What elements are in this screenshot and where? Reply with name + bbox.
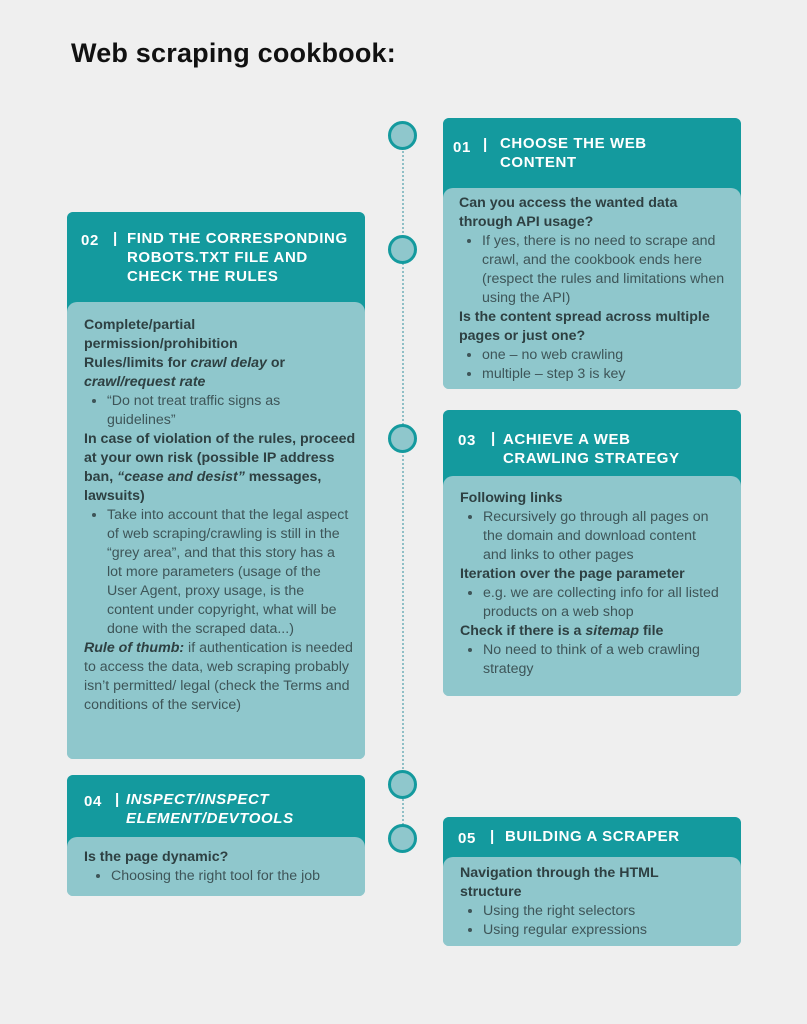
step-03-sitemap: Check if there is a sitemap file [460,623,664,639]
step-03-iteration: Iteration over the page parameter [460,566,685,582]
step-02-rules-limits: Rules/limits for crawl delay or crawl/request rate [84,355,286,390]
step-02-permission: Complete/partial permission/prohibition [84,317,238,352]
step-03-following-links: Following links [460,490,563,506]
step-02-violation: In case of violation of the rules, proceed at your own risk (possible IP address ban, “cease and desist” messages, lawsuits) [84,431,356,504]
step-01-separator: | [483,136,488,153]
step-02-body [67,302,365,759]
step-03-number: 03 [458,432,476,449]
step-05-navigation: Navigation through the HTML structure [460,865,659,900]
step-01-title: CHOOSE THE WEB CONTENT [500,135,647,171]
step-01-question-api: Can you access the wanted data through API usage? [459,195,678,230]
step-04-dynamic-question: Is the page dynamic? [84,849,229,865]
step-01-one-bullet: • one – no web crawling [482,346,739,365]
step-02-separator: | [113,230,118,247]
step-02-header [67,212,365,312]
step-01-question-pages: Is the content spread across multiple pages or just one? [459,309,710,344]
step-03-header [443,410,741,486]
step-03-products-bullet: • e.g. we are collecting info for all listed products on a web shop [483,584,723,622]
step-05-card [443,817,741,946]
step-05-regex-bullet: • Using regular expressions [483,921,735,940]
step-01-api-bullet: • If yes, there is no need to scrape and crawl, and the cookbook ends here (respect the rules and limitations when using the API) [482,232,737,308]
timeline-dot-04 [388,770,417,799]
step-03-body [443,476,741,696]
step-03-no-strategy-bullet: • No need to think of a web crawling strategy [483,641,733,679]
step-01-header [443,118,741,198]
step-04-separator: | [115,791,120,808]
page-title: Web scraping cookbook: [71,38,396,68]
step-03-separator: | [491,430,496,447]
timeline-dot-05 [388,824,417,853]
timeline-dot-01 [388,121,417,150]
step-01-card [443,118,741,389]
step-05-number: 05 [458,830,476,847]
step-04-tool-bullet: • Choosing the right tool for the job [111,867,364,886]
timeline-dot-03 [388,424,417,453]
step-05-selectors-bullet: • Using the right selectors [483,902,735,921]
timeline-dot-02 [388,235,417,264]
step-01-body [443,188,741,389]
step-05-title: BUILDING A SCRAPER [505,828,680,845]
step-01-number: 01 [453,139,471,156]
step-03-card [443,410,741,696]
step-05-separator: | [490,828,495,845]
step-02-card [67,212,365,759]
step-02-legal-bullet: • Take into account that the legal aspect of web scraping/crawling is still in the “grey area”, and that this story has a lot more parameters (usage of the User Agent, proxy usage, is the content under copyright, what will be done with the scraped data...) [107,506,352,639]
step-02-traffic-bullet: • “Do not treat traffic signs as guidelines” [107,392,327,430]
step-04-body [67,837,365,896]
step-02-title: FIND THE CORRESPONDING ROBOTS.TXT FILE AND CHECK THE RULES [127,230,348,285]
step-04-card [67,775,365,896]
step-01-multiple-bullet: • multiple – step 3 is key [482,365,739,384]
step-02-rule-of-thumb: Rule of thumb: if authentication is needed to access the data, web scraping probably isn’t permitted/ legal (check the Terms and conditions of the service) [84,640,353,713]
step-04-title: INSPECT/INSPECT ELEMENT/DEVTOOLS [126,791,294,827]
step-02-number: 02 [81,232,99,249]
step-04-number: 04 [84,793,102,810]
step-03-recursive-bullet: • Recursively go through all pages on the domain and download content and links to other pages [483,508,723,565]
step-03-title: ACHIEVE A WEB CRAWLING STRATEGY [503,431,680,467]
step-05-body [443,857,741,946]
